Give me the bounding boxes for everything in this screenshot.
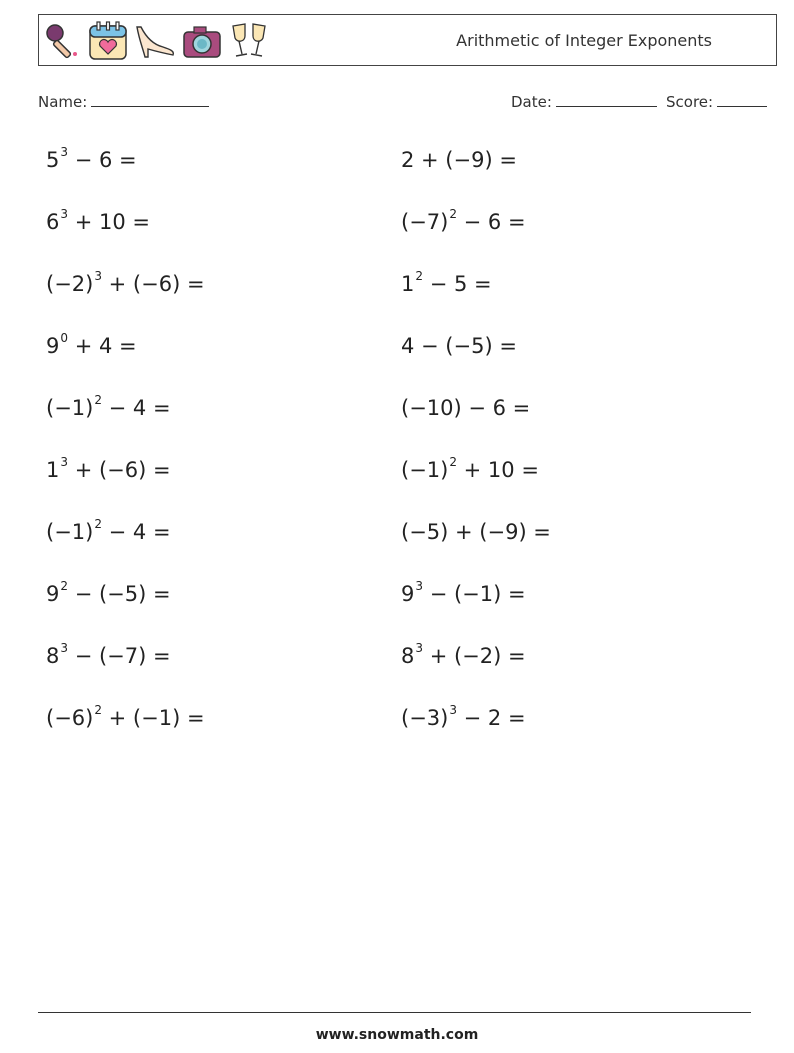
date-label: Date: <box>511 93 552 111</box>
problem-right-5 <box>401 396 531 420</box>
problem-left-3 <box>46 269 205 296</box>
problem-exponent: 2 <box>415 269 424 283</box>
problem-base: 6 <box>46 210 60 234</box>
problem-base: (−2) <box>46 272 94 296</box>
problem-rest: + 4 = <box>68 334 137 358</box>
problem-exponent: 3 <box>60 641 69 655</box>
problem-left-8 <box>46 579 171 606</box>
problem-rest: + (−2) = <box>423 644 526 668</box>
name-label: Name: <box>38 93 88 111</box>
problem-right-4 <box>401 334 518 358</box>
problem-right-9 <box>401 641 526 668</box>
problem-base: 4 − (−5) = <box>401 334 517 358</box>
problem-base: (−6) <box>46 706 94 730</box>
problem-base: 9 <box>46 582 60 606</box>
problem-rest: + 10 = <box>456 458 539 482</box>
problem-exponent: 2 <box>94 393 102 407</box>
problem-exponent: 3 <box>60 207 69 221</box>
name-field <box>38 92 209 111</box>
microphone-icon <box>43 21 83 61</box>
name-blank[interactable] <box>91 92 209 107</box>
problem-left-7 <box>46 517 171 544</box>
problem-rest: + (−6) = <box>68 458 171 482</box>
problem-exponent: 3 <box>415 579 424 593</box>
worksheet-header <box>38 14 777 66</box>
problem-right-10 <box>401 703 526 730</box>
problem-right-8 <box>401 579 526 606</box>
problem-base: 9 <box>401 582 415 606</box>
problem-rest: − (−1) = <box>423 582 526 606</box>
problem-rest: − 4 = <box>101 396 171 420</box>
problem-rest: − (−5) = <box>68 582 171 606</box>
high-heel-icon <box>133 21 177 61</box>
problem-base: 9 <box>46 334 60 358</box>
problem-exponent: 2 <box>94 517 102 531</box>
problem-exponent: 0 <box>60 331 69 345</box>
calendar-heart-icon <box>87 20 129 62</box>
problem-base: 8 <box>401 644 415 668</box>
problem-right-6 <box>401 455 539 482</box>
problem-left-2 <box>46 207 150 234</box>
problem-rest: + (−6) = <box>101 272 205 296</box>
problem-rest: − 5 = <box>423 272 492 296</box>
problem-base: (−1) <box>46 520 94 544</box>
problem-exponent: 2 <box>449 207 457 221</box>
champagne-glasses-icon <box>227 20 271 62</box>
date-blank[interactable] <box>556 92 657 107</box>
problem-left-5 <box>46 393 171 420</box>
problem-base: 1 <box>401 272 415 296</box>
problem-base: 5 <box>46 148 60 172</box>
problem-rest: − 2 = <box>456 706 526 730</box>
problem-right-1 <box>401 148 518 172</box>
problem-rest: − 6 = <box>456 210 526 234</box>
problem-left-9 <box>46 641 171 668</box>
problem-right-2 <box>401 207 526 234</box>
problem-base: (−7) <box>401 210 449 234</box>
problem-exponent: 3 <box>415 641 424 655</box>
problem-base: (−1) <box>401 458 449 482</box>
problem-right-7 <box>401 520 552 544</box>
camera-icon <box>181 21 223 61</box>
problem-exponent: 2 <box>94 703 102 717</box>
problem-exponent: 2 <box>449 455 457 469</box>
header-icons <box>43 19 271 63</box>
problem-exponent: 2 <box>60 579 69 593</box>
problem-base: (−5) + (−9) = <box>401 520 551 544</box>
problem-base: (−3) <box>401 706 449 730</box>
problem-rest: − 6 = <box>68 148 137 172</box>
problem-left-10 <box>46 703 205 730</box>
problem-rest: − 4 = <box>101 520 171 544</box>
problem-exponent: 3 <box>94 269 102 283</box>
score-blank[interactable] <box>717 92 767 107</box>
date-field <box>511 92 657 111</box>
problem-right-3 <box>401 269 492 296</box>
problem-base: 1 <box>46 458 60 482</box>
problem-base: 2 + (−9) = <box>401 148 517 172</box>
footer-url: www.snowmath.com <box>315 1027 479 1043</box>
problem-exponent: 3 <box>60 145 69 159</box>
worksheet-title: Arithmetic of Integer Exponents <box>456 31 712 50</box>
problem-rest: + (−1) = <box>101 706 205 730</box>
problem-left-4 <box>46 331 137 358</box>
score-field <box>666 92 767 111</box>
problem-base: (−10) − 6 = <box>401 396 531 420</box>
problem-base: 8 <box>46 644 60 668</box>
problem-rest: − (−7) = <box>68 644 171 668</box>
problem-left-6 <box>46 455 171 482</box>
problem-exponent: 3 <box>60 455 69 469</box>
problem-rest: + 10 = <box>68 210 150 234</box>
problem-exponent: 3 <box>449 703 457 717</box>
score-label: Score: <box>666 93 714 111</box>
problem-left-1 <box>46 145 137 172</box>
footer-divider <box>38 1012 751 1013</box>
problem-base: (−1) <box>46 396 94 420</box>
